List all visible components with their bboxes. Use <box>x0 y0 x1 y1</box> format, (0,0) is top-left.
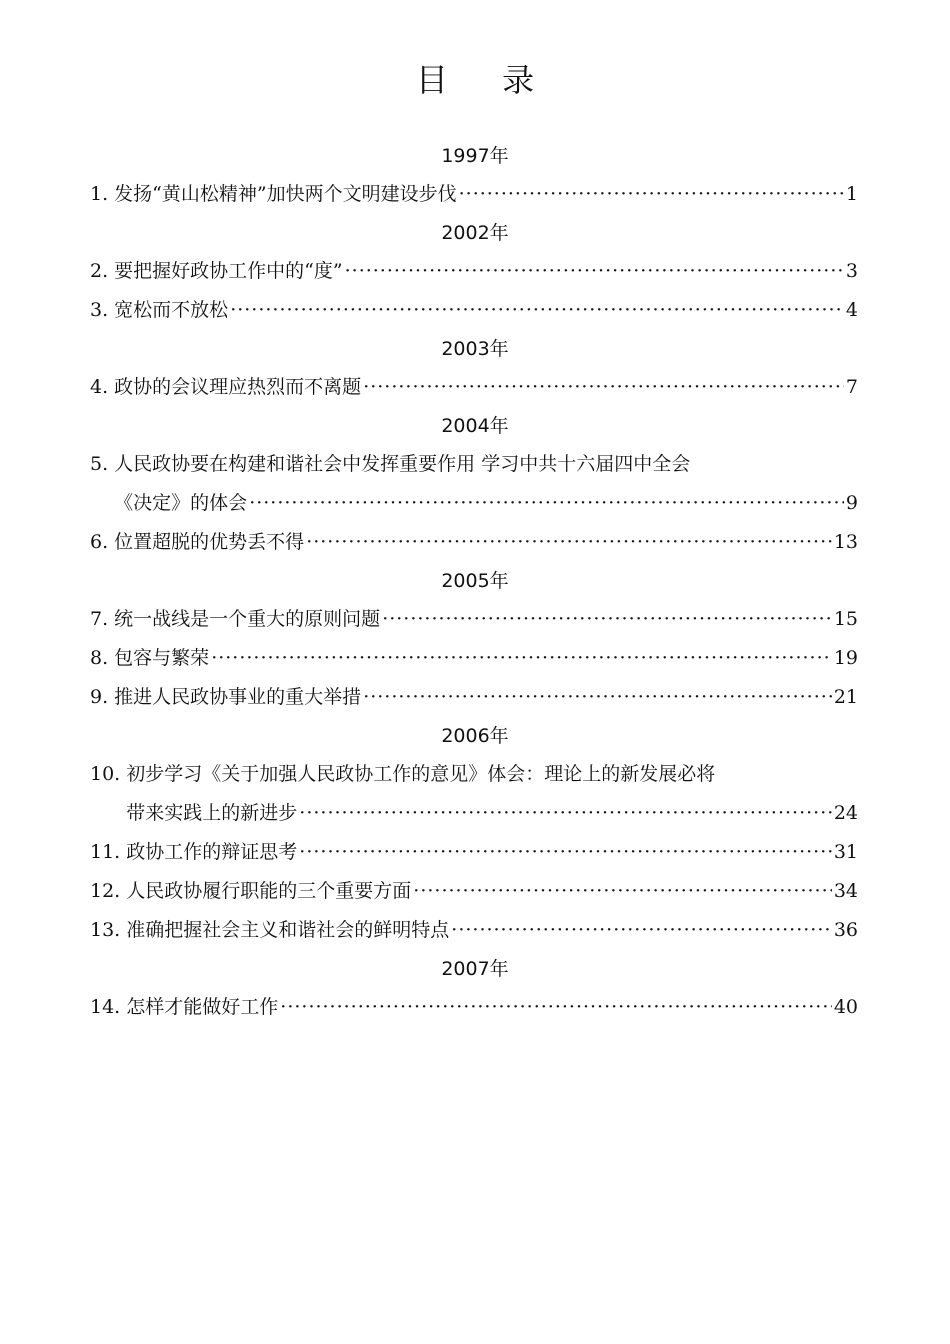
page-number: 19 <box>833 647 858 669</box>
page-number: 34 <box>833 880 858 902</box>
entry-body <box>126 988 858 1027</box>
entry-number: 10. <box>90 763 127 785</box>
section-year-heading: 1997年 <box>441 145 509 167</box>
section-year-heading: 2004年 <box>441 415 509 437</box>
entry-body <box>114 175 858 214</box>
entry-number: 14. <box>90 996 127 1018</box>
toc-entry[interactable] <box>0 291 950 330</box>
toc-entry[interactable] <box>0 639 950 678</box>
entry-line <box>126 755 858 794</box>
entry-body <box>126 911 858 950</box>
entry-number: 4. <box>90 376 115 398</box>
page-number: 31 <box>833 841 858 863</box>
entry-body <box>114 368 858 407</box>
dot-leader <box>230 291 844 330</box>
entry-title: 位置超脱的优势丢不得 <box>114 531 305 553</box>
page-number: 1 <box>845 183 858 205</box>
entry-line <box>114 445 858 484</box>
entry-line <box>126 872 858 911</box>
entry-number: 6. <box>90 531 115 553</box>
page-number: 7 <box>845 376 858 398</box>
dot-leader <box>306 523 832 562</box>
page-number: 36 <box>833 919 858 941</box>
page-number: 24 <box>833 802 858 824</box>
entry-title: 发扬“黄山松精神”加快两个文明建设步伐 <box>114 183 457 205</box>
entry-title: 政协的会议理应热烈而不离题 <box>114 376 362 398</box>
entry-title: 人民政协要在构建和谐社会中发挥重要作用 学习中共十六届四中全会 <box>114 453 691 475</box>
entry-number: 12. <box>90 880 127 902</box>
table-of-contents <box>0 137 950 1027</box>
toc-entry[interactable] <box>0 988 950 1027</box>
dot-leader <box>363 678 832 717</box>
entry-number: 5. <box>90 453 115 475</box>
entry-title: 准确把握社会主义和谐社会的鲜明特点 <box>126 919 450 941</box>
page-number: 15 <box>833 608 858 630</box>
dot-leader <box>451 911 832 950</box>
dot-leader <box>249 484 844 523</box>
entry-line <box>114 175 858 214</box>
entry-line <box>114 291 858 330</box>
page-number: 3 <box>845 260 858 282</box>
toc-entry[interactable] <box>0 523 950 562</box>
toc-entry[interactable] <box>0 445 950 523</box>
entry-number: 3. <box>90 299 115 321</box>
toc-entry[interactable] <box>0 678 950 717</box>
page-title: 目 录 <box>415 61 557 99</box>
dot-leader <box>345 252 844 291</box>
dot-leader <box>299 833 832 872</box>
entry-body <box>114 445 858 523</box>
toc-entry[interactable] <box>0 600 950 639</box>
entry-line <box>114 523 858 562</box>
entry-title: 推进人民政协事业的重大举措 <box>114 686 362 708</box>
dot-leader <box>363 368 844 407</box>
entry-title: 初步学习《关于加强人民政协工作的意见》体会：理论上的新发展必将 <box>126 763 716 785</box>
entry-body <box>114 291 858 330</box>
entry-title: 包容与繁荣 <box>114 647 210 669</box>
dot-leader <box>382 600 832 639</box>
entry-line <box>126 833 858 872</box>
section-year-heading: 2002年 <box>441 222 509 244</box>
entry-line <box>114 678 858 717</box>
toc-entry[interactable] <box>0 175 950 214</box>
entry-body <box>126 755 858 833</box>
entry-number: 2. <box>90 260 115 282</box>
entry-number: 11. <box>90 841 127 863</box>
entry-title: 怎样才能做好工作 <box>126 996 279 1018</box>
entry-title: 政协工作的辩证思考 <box>126 841 298 863</box>
toc-entry[interactable] <box>0 252 950 291</box>
entry-line <box>114 368 858 407</box>
dot-leader <box>211 639 832 678</box>
entry-body <box>114 600 858 639</box>
entry-body <box>114 639 858 678</box>
entry-title: 统一战线是一个重大的原则问题 <box>114 608 381 630</box>
entry-body <box>126 872 858 911</box>
page-number: 40 <box>833 996 858 1018</box>
dot-leader <box>280 988 832 1027</box>
page-number: 9 <box>845 492 858 514</box>
toc-entry[interactable] <box>0 368 950 407</box>
section-year-heading: 2007年 <box>441 958 509 980</box>
entry-line <box>114 484 858 523</box>
entry-body <box>114 252 858 291</box>
entry-line <box>126 794 858 833</box>
entry-title: 要把握好政协工作中的“度” <box>114 260 343 282</box>
entry-title: 人民政协履行职能的三个重要方面 <box>126 880 412 902</box>
entry-number: 13. <box>90 919 127 941</box>
entry-number: 9. <box>90 686 115 708</box>
section-year-heading: 2006年 <box>441 725 509 747</box>
entry-line <box>126 988 858 1027</box>
entry-body <box>114 678 858 717</box>
entry-line <box>126 911 858 950</box>
page-number: 4 <box>845 299 858 321</box>
entry-title: 带来实践上的新进步 <box>126 802 298 824</box>
entry-body <box>114 523 858 562</box>
toc-entry[interactable] <box>0 833 950 872</box>
entry-number: 1. <box>90 183 115 205</box>
toc-entry[interactable] <box>0 755 950 833</box>
page-number: 21 <box>833 686 858 708</box>
entry-line <box>114 639 858 678</box>
page-number: 13 <box>833 531 858 553</box>
toc-entry[interactable] <box>0 872 950 911</box>
entry-number: 8. <box>90 647 115 669</box>
entry-line <box>114 252 858 291</box>
dot-leader <box>413 872 832 911</box>
dot-leader <box>299 794 832 833</box>
dot-leader <box>459 175 844 214</box>
section-year-heading: 2003年 <box>441 338 509 360</box>
section-year-heading: 2005年 <box>441 570 509 592</box>
entry-number: 7. <box>90 608 115 630</box>
entry-title: 《决定》的体会 <box>114 492 248 514</box>
entry-line <box>114 600 858 639</box>
toc-entry[interactable] <box>0 911 950 950</box>
entry-title: 宽松而不放松 <box>114 299 229 321</box>
entry-body <box>126 833 858 872</box>
